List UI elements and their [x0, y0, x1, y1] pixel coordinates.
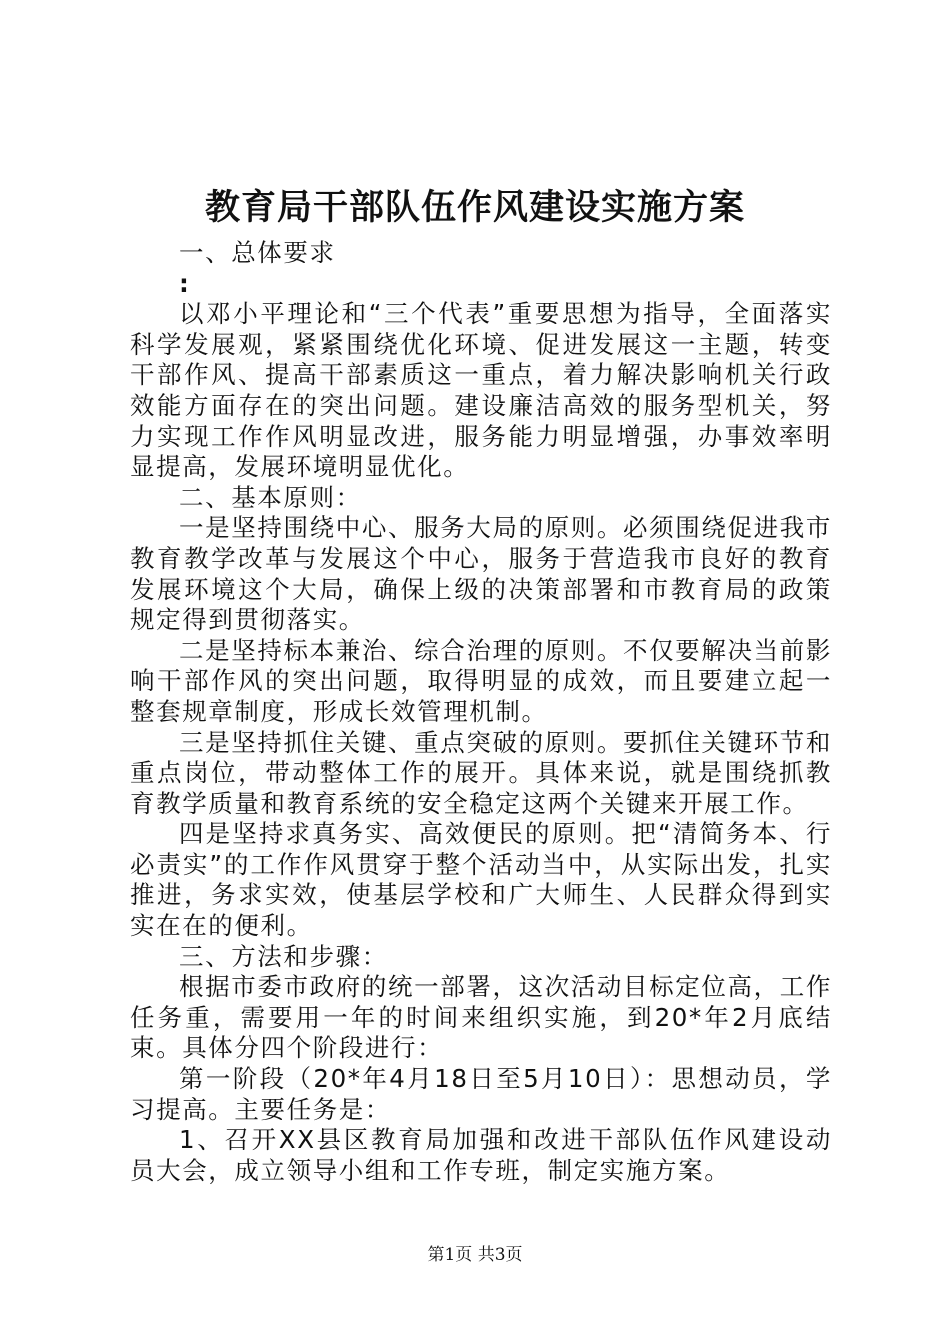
paragraph-task-one: 1、召开XX县区教育局加强和改进干部队伍作风建设动员大会，成立领导小组和工作专班，制定实施方案。 [130, 1125, 832, 1185]
paragraph-principle-four: 四是坚持求真务实、高效便民的原则。把“清简务本、行必责实”的工作作风贯穿于整个活动当中，从实际出发，扎实推进，务求实效，使基层学校和广大师生、人民群众得到实实在在的便利。 [130, 819, 832, 941]
paragraph-guiding-ideology: 以邓小平理论和“三个代表”重要思想为指导，全面落实科学发展观，紧紧围绕优化环境、促进发展这一主题，转变干部作风、提高干部素质这一重点，着力解决影响机关行政效能方面存在的突出问题。建设廉洁高效的服务型机关，努力实现工作作风明显改进，服务能力明显增强，办事效率明显提高，发展环境明显优化。 [130, 299, 832, 482]
section-heading-basic-principles: 二、基本原则： [179, 482, 362, 512]
document-title: 教育局干部队伍作风建设实施方案 [204, 187, 745, 228]
paragraph-principle-two: 二是坚持标本兼治、综合治理的原则。不仅要解决当前影响干部作风的突出问题，取得明显的成效，而且要建立起一整套规章制度，形成长效管理机制。 [130, 635, 832, 726]
document-body [130, 238, 832, 1186]
section-heading-methods-steps: 三、方法和步骤： [179, 941, 388, 971]
paragraph-principle-three: 三是坚持抓住关键、重点突破的原则。要抓住关键环节和重点岗位，带动整体工作的展开。具体来说，就是围绕抓教育教学质量和教育系统的安全稳定这两个关键来开展工作。 [130, 727, 832, 818]
paragraph-stage-one: 第一阶段（20*年4月18日至5月10日）：思想动员，学习提高。主要任务是： [130, 1064, 832, 1124]
colon-line: : [179, 268, 191, 298]
paragraph-schedule: 根据市委市政府的统一部署，这次活动目标定位高，工作任务重，需要用一年的时间来组织实施，到20*年2月底结束。具体分四个阶段进行： [130, 972, 832, 1063]
section-heading-overall-requirements: 一、总体要求 [179, 238, 336, 267]
page-footer: 第1页 共3页 [427, 1245, 523, 1265]
paragraph-principle-one: 一是坚持围绕中心、服务大局的原则。必须围绕促进我市教育教学改革与发展这个中心，服务于营造我市良好的教育发展环境这个大局，确保上级的决策部署和市教育局的政策规定得到贯彻落实。 [130, 513, 832, 635]
